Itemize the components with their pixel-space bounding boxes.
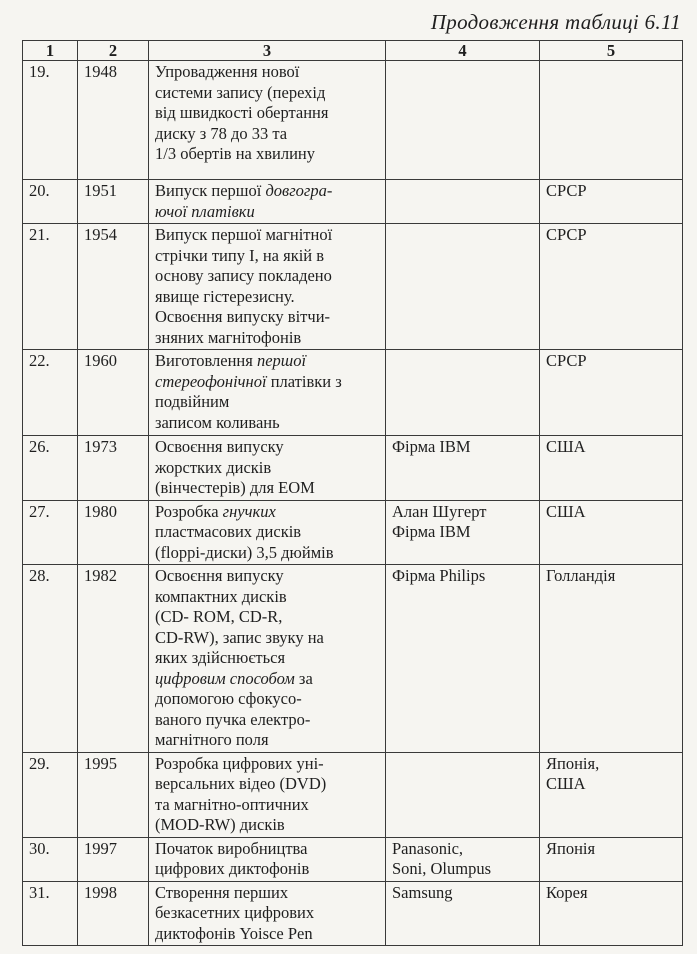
description-line bbox=[155, 307, 379, 328]
row-number: 21. bbox=[23, 224, 78, 350]
organization-line: Алан Шугерт bbox=[392, 501, 487, 521]
description-text: Початок виробництва bbox=[155, 838, 308, 858]
description-text: Упровадження нової bbox=[155, 62, 300, 81]
description-text: та магнітно-оптичних bbox=[155, 794, 309, 814]
description-line bbox=[155, 413, 379, 434]
description-text: стрічки типу І, на якій в bbox=[155, 245, 325, 265]
description-text: жорстких дисків bbox=[155, 457, 272, 477]
organization-line: Фірма IBM bbox=[392, 437, 471, 456]
description-text: (CD- ROM, CD-R, bbox=[155, 607, 283, 626]
country-line: СРСР bbox=[546, 225, 587, 244]
row-country bbox=[540, 565, 683, 753]
row-number: 31. bbox=[23, 881, 78, 946]
row-year: 1960 bbox=[78, 350, 149, 436]
description-text: версальних відео (DVD) bbox=[155, 774, 327, 793]
history-table bbox=[22, 40, 683, 946]
table-caption: Продовження таблиці 6.11 bbox=[430, 10, 681, 34]
description-line bbox=[155, 351, 379, 372]
row-year: 1980 bbox=[78, 500, 149, 565]
row-description bbox=[149, 565, 386, 753]
row-organization bbox=[386, 350, 540, 436]
row-description bbox=[149, 837, 386, 881]
table-row bbox=[23, 436, 683, 501]
description-line bbox=[155, 628, 379, 649]
row-description bbox=[149, 61, 386, 180]
description-line bbox=[155, 859, 379, 880]
description-text: Випуск першої магнітної bbox=[155, 225, 333, 244]
description-line bbox=[155, 883, 379, 904]
row-year: 1951 bbox=[78, 180, 149, 224]
description-text: диску з 78 до 33 та bbox=[155, 123, 288, 143]
row-number: 27. bbox=[23, 500, 78, 565]
description-line bbox=[155, 181, 379, 202]
description-line bbox=[155, 287, 379, 308]
description-text: допомогою сфокусо- bbox=[155, 689, 302, 708]
description-text: Розробка bbox=[155, 501, 223, 521]
row-number: 28. bbox=[23, 565, 78, 753]
row-country bbox=[540, 752, 683, 837]
country-line: США bbox=[546, 501, 586, 521]
description-line bbox=[155, 458, 379, 479]
country-line: Японія bbox=[546, 838, 596, 858]
column-header-1: 1 bbox=[23, 41, 78, 61]
row-description bbox=[149, 752, 386, 837]
description-text: магнітного поля bbox=[155, 730, 269, 749]
description-text: основу запису покладено bbox=[155, 266, 332, 285]
description-line bbox=[155, 124, 379, 145]
description-text: безкасетних цифрових bbox=[155, 903, 315, 922]
description-line bbox=[155, 903, 379, 924]
description-line bbox=[155, 372, 379, 393]
row-year: 1954 bbox=[78, 224, 149, 350]
description-text: явище гістерезисну. bbox=[155, 286, 295, 306]
country-line: США bbox=[546, 774, 586, 793]
description-text: 1/3 обертів на хвилину bbox=[155, 144, 315, 163]
organization-line: Samsung bbox=[392, 882, 453, 902]
description-line bbox=[155, 225, 379, 246]
row-year: 1995 bbox=[78, 752, 149, 837]
row-number: 19. bbox=[23, 61, 78, 180]
description-text: пластмасових дисків bbox=[155, 522, 302, 541]
description-line bbox=[155, 246, 379, 267]
row-organization bbox=[386, 500, 540, 565]
country-line: Голландія bbox=[546, 566, 616, 585]
description-text: Освоєння випуску вітчи- bbox=[155, 307, 331, 326]
row-organization bbox=[386, 565, 540, 753]
description-text: яких здійснюється bbox=[155, 648, 286, 667]
description-line bbox=[155, 328, 379, 349]
row-year: 1973 bbox=[78, 436, 149, 501]
description-text: (вінчестерів) для ЕОМ bbox=[155, 478, 315, 497]
description-line bbox=[155, 437, 379, 458]
italic-term: першої bbox=[256, 351, 307, 370]
table-body bbox=[23, 61, 683, 946]
row-description bbox=[149, 436, 386, 501]
row-description bbox=[149, 180, 386, 224]
description-text: зняних магнітофонів bbox=[155, 327, 302, 347]
description-text: Випуск першої bbox=[155, 181, 266, 200]
description-text: Виготовлення bbox=[155, 351, 257, 370]
description-text: подвійним bbox=[155, 392, 230, 411]
description-line bbox=[155, 924, 379, 945]
table-row bbox=[23, 224, 683, 350]
country-line: Японія, bbox=[546, 753, 600, 773]
description-line bbox=[155, 103, 379, 124]
description-text: (floppi-диски) 3,5 дюймів bbox=[155, 542, 334, 562]
row-description bbox=[149, 350, 386, 436]
row-number: 26. bbox=[23, 436, 78, 501]
description-line bbox=[155, 689, 379, 710]
description-line bbox=[155, 392, 379, 413]
italic-term: цифровим способом bbox=[155, 668, 295, 688]
row-number: 22. bbox=[23, 350, 78, 436]
organization-line: Фірма IBM bbox=[392, 522, 471, 541]
column-header-2: 2 bbox=[78, 41, 149, 61]
description-text: Освоєння випуску bbox=[155, 566, 284, 585]
organization-line: Фірма Philips bbox=[392, 566, 486, 585]
row-year: 1998 bbox=[78, 881, 149, 946]
row-year: 1948 bbox=[78, 61, 149, 180]
italic-term: гнучких bbox=[222, 501, 276, 521]
row-organization bbox=[386, 61, 540, 180]
column-header-5: 5 bbox=[540, 41, 683, 61]
row-country bbox=[540, 224, 683, 350]
table-row bbox=[23, 61, 683, 180]
description-line bbox=[155, 543, 379, 564]
description-line bbox=[155, 730, 379, 751]
description-line bbox=[155, 502, 379, 523]
description-text: Створення перших bbox=[155, 882, 289, 902]
description-line bbox=[155, 266, 379, 287]
table-row bbox=[23, 752, 683, 837]
row-organization bbox=[386, 436, 540, 501]
row-organization bbox=[386, 837, 540, 881]
description-line bbox=[155, 754, 379, 775]
row-country bbox=[540, 61, 683, 180]
column-header-3: 3 bbox=[149, 41, 386, 61]
description-line bbox=[155, 774, 379, 795]
description-text: ваного пучка електро- bbox=[155, 709, 311, 729]
description-text: системи запису (перехід bbox=[155, 82, 326, 102]
description-line bbox=[155, 83, 379, 104]
description-text: від швидкості обертання bbox=[155, 103, 329, 122]
description-line bbox=[155, 144, 379, 165]
description-text: диктофонів Yoisce Pen bbox=[155, 923, 313, 943]
row-number: 20. bbox=[23, 180, 78, 224]
country-line: СРСР bbox=[546, 351, 587, 370]
row-country bbox=[540, 436, 683, 501]
table-row bbox=[23, 180, 683, 224]
description-text: записом коливань bbox=[155, 412, 280, 432]
description-line bbox=[155, 62, 379, 83]
description-text: компактних дисків bbox=[155, 586, 287, 606]
row-number: 30. bbox=[23, 837, 78, 881]
description-text: CD-RW), запис звуку на bbox=[155, 627, 324, 647]
row-description bbox=[149, 224, 386, 350]
table-row bbox=[23, 837, 683, 881]
country-line: США bbox=[546, 437, 586, 456]
description-text: Розробка цифрових уні- bbox=[155, 753, 324, 773]
row-organization bbox=[386, 881, 540, 946]
row-description bbox=[149, 500, 386, 565]
table-row bbox=[23, 881, 683, 946]
description-line bbox=[155, 815, 379, 836]
row-country bbox=[540, 881, 683, 946]
column-header-4: 4 bbox=[386, 41, 540, 61]
italic-term: стереофонічної bbox=[155, 371, 267, 391]
description-text: за bbox=[294, 668, 313, 688]
italic-term: довгогра- bbox=[265, 181, 333, 200]
country-line: Корея bbox=[546, 882, 588, 902]
table-row bbox=[23, 565, 683, 753]
row-year: 1982 bbox=[78, 565, 149, 753]
row-number: 29. bbox=[23, 752, 78, 837]
description-text: (MOD-RW) дисків bbox=[155, 815, 285, 834]
organization-line: Soni, Olumpus bbox=[392, 859, 492, 878]
row-country bbox=[540, 350, 683, 436]
row-country bbox=[540, 180, 683, 224]
row-country bbox=[540, 837, 683, 881]
row-year: 1997 bbox=[78, 837, 149, 881]
row-organization bbox=[386, 752, 540, 837]
description-text: цифрових диктофонів bbox=[155, 859, 310, 878]
table-row bbox=[23, 500, 683, 565]
row-country bbox=[540, 500, 683, 565]
row-description bbox=[149, 881, 386, 946]
table-row bbox=[23, 350, 683, 436]
description-line bbox=[155, 522, 379, 543]
description-text: платівки з bbox=[266, 371, 342, 391]
description-line bbox=[155, 478, 379, 499]
description-line bbox=[155, 669, 379, 690]
description-text: Освоєння випуску bbox=[155, 437, 284, 456]
row-organization bbox=[386, 180, 540, 224]
description-line bbox=[155, 710, 379, 731]
description-line bbox=[155, 202, 379, 223]
description-line bbox=[155, 795, 379, 816]
description-line bbox=[155, 566, 379, 587]
header-row bbox=[23, 41, 683, 61]
description-line bbox=[155, 587, 379, 608]
italic-term: ючої платівки bbox=[155, 201, 255, 221]
description-line bbox=[155, 607, 379, 628]
organization-line: Panasonic, bbox=[392, 838, 464, 858]
description-line bbox=[155, 648, 379, 669]
row-organization bbox=[386, 224, 540, 350]
country-line: СРСР bbox=[546, 181, 587, 200]
description-line bbox=[155, 839, 379, 860]
